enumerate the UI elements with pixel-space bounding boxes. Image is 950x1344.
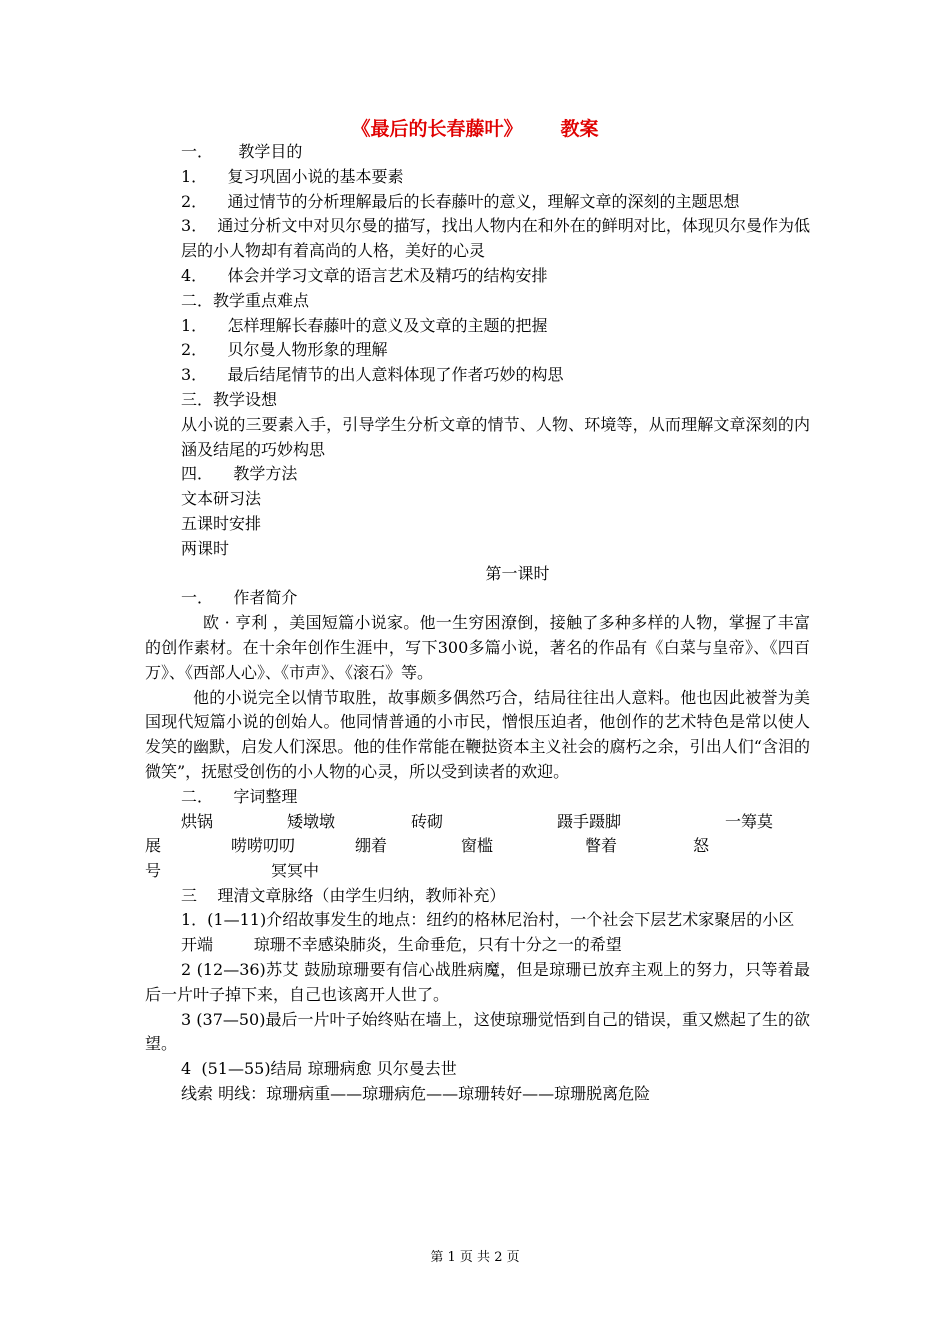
text-line: 四． 教学方法 <box>181 464 298 484</box>
text-line: 一． 作者简介 <box>181 588 298 608</box>
title-book: 《最后的长春藤叶》 <box>351 118 523 140</box>
vocab-word: 烘锅 <box>181 811 214 831</box>
text-line: 从小说的三要素入手，引导学生分析文章的情节、人物、环境等，从而理解文章深刻的内涵及结尾的巧妙构思 <box>181 414 810 459</box>
vocab-word: 唠唠叨叨 <box>231 836 296 856</box>
title-suffix: 教案 <box>560 118 599 140</box>
text-line: 3 (37—50)最后一片叶子始终贴在墙上，这使琼珊觉悟到自己的错误，重又燃起了生的欲望。 <box>145 1009 810 1054</box>
vocab-word: 瞥着 <box>585 836 618 856</box>
text-line: 4． 体会并学习文章的语言艺术及精巧的结构安排 <box>181 265 548 285</box>
text-line: 2． 贝尔曼人物形象的理解 <box>181 340 388 360</box>
text-line: 2． 通过情节的分析理解最后的长春藤叶的意义，理解文章的深刻的主题思想 <box>181 191 740 211</box>
vocab-word: 号 <box>145 861 162 881</box>
text-line: 两课时 <box>181 538 230 558</box>
body-section-a <box>145 140 810 810</box>
text-line: 1．(1—11)介绍故事发生的地点：纽约的格林尼治村，一个社会下层艺术家聚居的小区 <box>181 910 795 930</box>
vocab-word: 一筹莫 <box>725 811 774 831</box>
vocab-word: 矮墩墩 <box>287 811 336 831</box>
text-line: 二．教学重点难点 <box>181 290 310 310</box>
text-line: 2 (12—36)苏艾 鼓励琼珊要有信心战胜病魔，但是琼珊已放弃主观上的努力，只等着最后一片叶子掉下来，自己也该离开人世了。 <box>145 959 810 1004</box>
text-line: 线索 明线：琼珊病重——琼珊病危——琼珊转好——琼珊脱离危险 <box>181 1083 651 1103</box>
body-section-b <box>145 884 810 1107</box>
text-line: 文本研习法 <box>181 489 262 509</box>
vocab-word: 绷着 <box>355 836 388 856</box>
vocab-word: 展 <box>145 836 162 856</box>
vocabulary-list <box>145 810 810 884</box>
vocab-word: 砖砌 <box>411 811 444 831</box>
text-line: 欧 · 亨利 ，美国短篇小说家。他一生穷困潦倒，接触了多种多样的人物，掌握了丰富的创作素材。在十余年创作生涯中，写下300多篇小说，著名的作品有《白菜与皇帝》、《四百万》、《西部人心》、《市声》、《滚石》等。 <box>145 613 810 682</box>
text-line: 一． 教学目的 <box>181 142 303 161</box>
text-line: 开端 琼珊不幸感染肺炎，生命垂危，只有十分之一的希望 <box>181 935 622 955</box>
text-line: 三．教学设想 <box>181 389 278 409</box>
page-footer: 第 1 页 共 2 页 <box>430 1250 520 1265</box>
text-line: 4 (51—55)结局 琼珊病愈 贝尔曼去世 <box>181 1059 457 1079</box>
vocab-word: 窗槛 <box>461 836 494 856</box>
vocab-word: 冥冥中 <box>271 861 320 881</box>
document-body <box>145 140 810 1107</box>
vocab-word: 怒 <box>693 836 710 856</box>
text-line: 第一课时 <box>485 563 550 583</box>
text-line: 二． 字词整理 <box>181 786 298 806</box>
text-line: 他的小说完全以情节取胜，故事颇多偶然巧合，结局往往出人意料。他也因此被誉为美国现代短篇小说的创始人。他同情普通的小市民，憎恨压迫者，他创作的艺术特色是常以使人发笑的幽默，启发人们深思。他的佳作常能在鞭挞资本主义社会的腐朽之余，引出人们“含泪的微笑”，抚慰受创伤的小人物的心灵，所以受到读者的欢迎。 <box>145 687 810 781</box>
text-line: 3． 通过分析文中对贝尔曼的描写，找出人物内在和外在的鲜明对比，体现贝尔曼作为低层的小人物却有着高尚的人格，美好的心灵 <box>181 216 810 261</box>
text-line: 3． 最后结尾情节的出人意料体现了作者巧妙的构思 <box>181 365 564 385</box>
text-line: 1． 怎样理解长春藤叶的意义及文章的主题的把握 <box>181 315 548 335</box>
text-line: 五课时安排 <box>181 513 262 533</box>
text-line: 三 理清文章脉络（由学生归纳，教师补充） <box>181 885 506 905</box>
text-line: 1． 复习巩固小说的基本要素 <box>181 166 404 186</box>
vocab-word: 蹑手蹑脚 <box>557 811 622 831</box>
